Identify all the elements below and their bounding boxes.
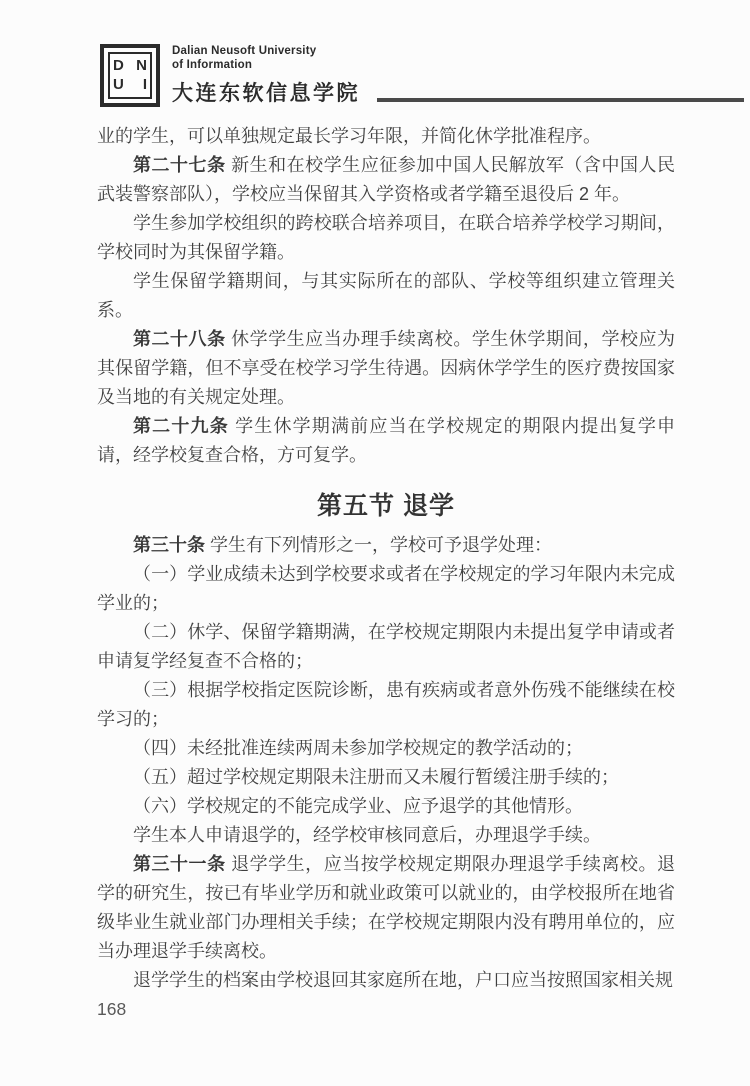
logo-letter-row (113, 58, 147, 74)
article-number: 第三十条 (133, 535, 205, 555)
paragraph: 学生参加学校组织的跨校联合培养项目，在联合培养学校学习期间，学校同时为其保留学籍。 (97, 213, 675, 262)
university-name-en-line2: of Information (172, 59, 253, 71)
paragraph: （五）超过学校规定期限未注册而又未履行暂缓注册手续的； (133, 767, 619, 787)
paragraph: 第二十九条 学生休学期满前应当在学校规定的期限内提出复学申请，经学校复查合格，方可复学。 (97, 416, 676, 465)
section-heading: 第五节 退学 (317, 492, 455, 520)
dnui-logo (100, 44, 160, 107)
paragraph: 第三十一条 退学学生，应当按学校规定期限办理退学手续离校。退学的研究生，按已有毕业学历和就业政策可以就业的，由学校报所在地省级毕业生就业部门办理相关手续；在学校规定期限内没有聘用单位的，应当办理退学手续离校。 (97, 854, 676, 961)
paragraph: （一）学业成绩未达到学校要求或者在学校规定的学习年限内未完成学业的； (97, 564, 675, 613)
paragraph: 第二十七条 新生和在校学生应征参加中国人民解放军（含中国人民武装警察部队），学校应当保留其入学资格或者学籍至退役后 2 年。 (97, 155, 676, 204)
logo-letter-i: I (142, 76, 147, 94)
paragraph: 业的学生，可以单独规定最长学习年限，并简化休学批准程序。 (97, 126, 601, 146)
university-name-en (172, 44, 360, 72)
paragraph: （三）根据学校指定医院诊断，患有疾病或者意外伤残不能继续在校学习的； (97, 680, 675, 729)
paragraph: （四）未经批准连续两周未参加学校规定的教学活动的； (133, 738, 583, 758)
dnui-logo-inner-frame (108, 52, 152, 99)
university-name-zh: 大连东软信息学院 (172, 82, 360, 105)
logo-letter-u: U (113, 76, 124, 94)
page-number: 168 (97, 999, 127, 1019)
logo-letter-row (113, 77, 147, 93)
header-divider-rule (377, 98, 744, 102)
paragraph: 学生本人申请退学的，经学校审核同意后，办理退学手续。 (133, 825, 601, 845)
article-number: 第二十七条 (133, 155, 226, 175)
logo-letter-d: D (113, 56, 124, 74)
paragraph: 退学学生的档案由学校退回其家庭所在地，户口应当按照国家相关规 (133, 970, 673, 990)
document-body (97, 122, 675, 995)
logo-letter-n: N (136, 56, 147, 74)
paragraph: 学生保留学籍期间，与其实际所在的部队、学校等组织建立管理关系。 (97, 271, 675, 320)
university-names (172, 44, 360, 107)
paragraph: 第二十八条 休学学生应当办理手续离校。学生休学期间，学校应为其保留学籍，但不享受在校学习学生待遇。因病休学学生的医疗费按国家及当地的有关规定处理。 (97, 329, 676, 407)
university-name-en-line1: Dalian Neusoft University (172, 45, 317, 57)
paragraph: （六）学校规定的不能完成学业、应予退学的其他情形。 (133, 796, 583, 816)
article-number: 第二十九条 (133, 416, 229, 436)
article-number: 第三十一条 (133, 854, 226, 874)
paragraph: 第三十条 学生有下列情形之一，学校可予退学处理： (133, 535, 552, 555)
paragraph: （二）休学、保留学籍期满，在学校规定期限内未提出复学申请或者申请复学经复查不合格的； (97, 622, 675, 671)
article-number: 第二十八条 (133, 329, 226, 349)
